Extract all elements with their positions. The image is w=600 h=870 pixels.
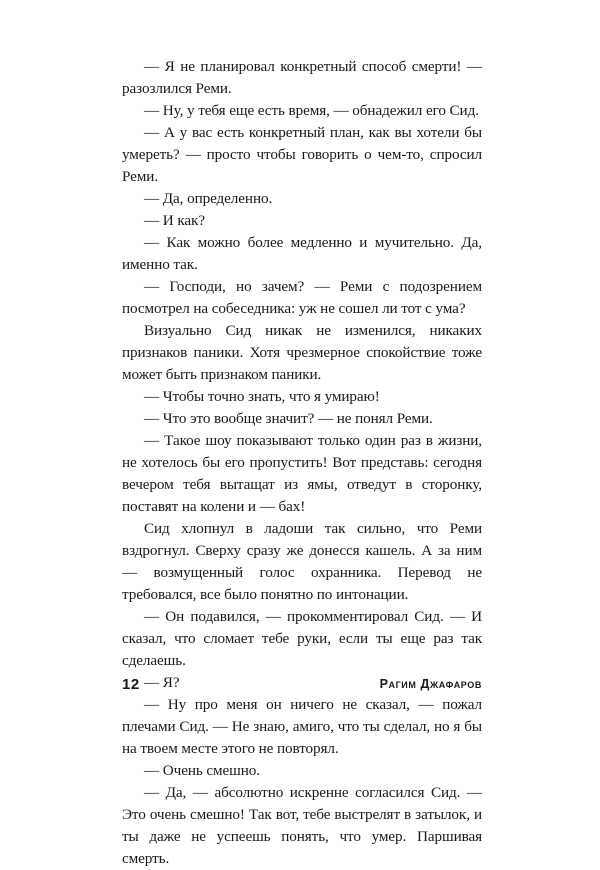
paragraph: Сид хлопнул в ладоши так сильно, что Реми вздрогнул. Сверху сразу же донесся кашель. А за ним — возмущенный голос охранника. Перевод не требовался, все было понятно по интонации. xyxy=(122,520,482,603)
paragraph: — И как? xyxy=(144,212,205,229)
paragraph: — Я не планировал конкретный способ смерти! — разозлился Реми. xyxy=(122,58,482,97)
running-author: Рагим Джафаров xyxy=(379,677,482,691)
body-text xyxy=(122,56,482,870)
paragraph: — Да, — абсолютно искренне согласился Сид. — Это очень смешно! Так вот, тебе выстрелят в затылок, и ты даже не успеешь понять, что умер. Паршивая смерть. xyxy=(122,784,482,867)
paragraph: — Что это вообще значит? — не понял Реми. xyxy=(144,410,433,427)
paragraph: — Да, определенно. xyxy=(144,190,273,207)
paragraph: — Я? xyxy=(144,674,180,691)
paragraph: — Он подавился, — прокомментировал Сид. — И сказал, что сломает тебе руки, если ты еще раз так сделаешь. xyxy=(122,608,482,669)
page-number: 12 xyxy=(122,676,140,693)
paragraph: Визуально Сид никак не изменился, никаких признаков паники. Хотя чрезмерное спокойствие тоже может быть признаком паники. xyxy=(122,322,482,383)
paragraph: — Такое шоу показывают только один раз в жизни, не хотелось бы его пропустить! Вот представь: сегодня вечером тебя вытащат из ямы, отведут в сторонку, поставят на колени и — бах! xyxy=(122,432,482,515)
paragraph: — Чтобы точно знать, что я умираю! xyxy=(144,388,380,405)
paragraph: — Ну про меня он ничего не сказал, — пожал плечами Сид. — Не знаю, амиго, что ты сделал, но я бы на твоем месте этого не повторял. xyxy=(122,696,482,757)
paragraph: — А у вас есть конкретный план, как вы хотели бы умереть? — просто чтобы говорить о чем-то, спросил Реми. xyxy=(122,124,482,185)
paragraph: — Как можно более медленно и мучительно. Да, именно так. xyxy=(122,234,482,273)
paragraph: — Очень смешно. xyxy=(144,762,260,779)
paragraph: — Ну, у тебя еще есть время, — обнадежил его Сид. xyxy=(144,102,479,119)
paragraph: — Господи, но зачем? — Реми с подозрением посмотрел на собеседника: уж не сошел ли тот с ума? xyxy=(122,278,482,317)
